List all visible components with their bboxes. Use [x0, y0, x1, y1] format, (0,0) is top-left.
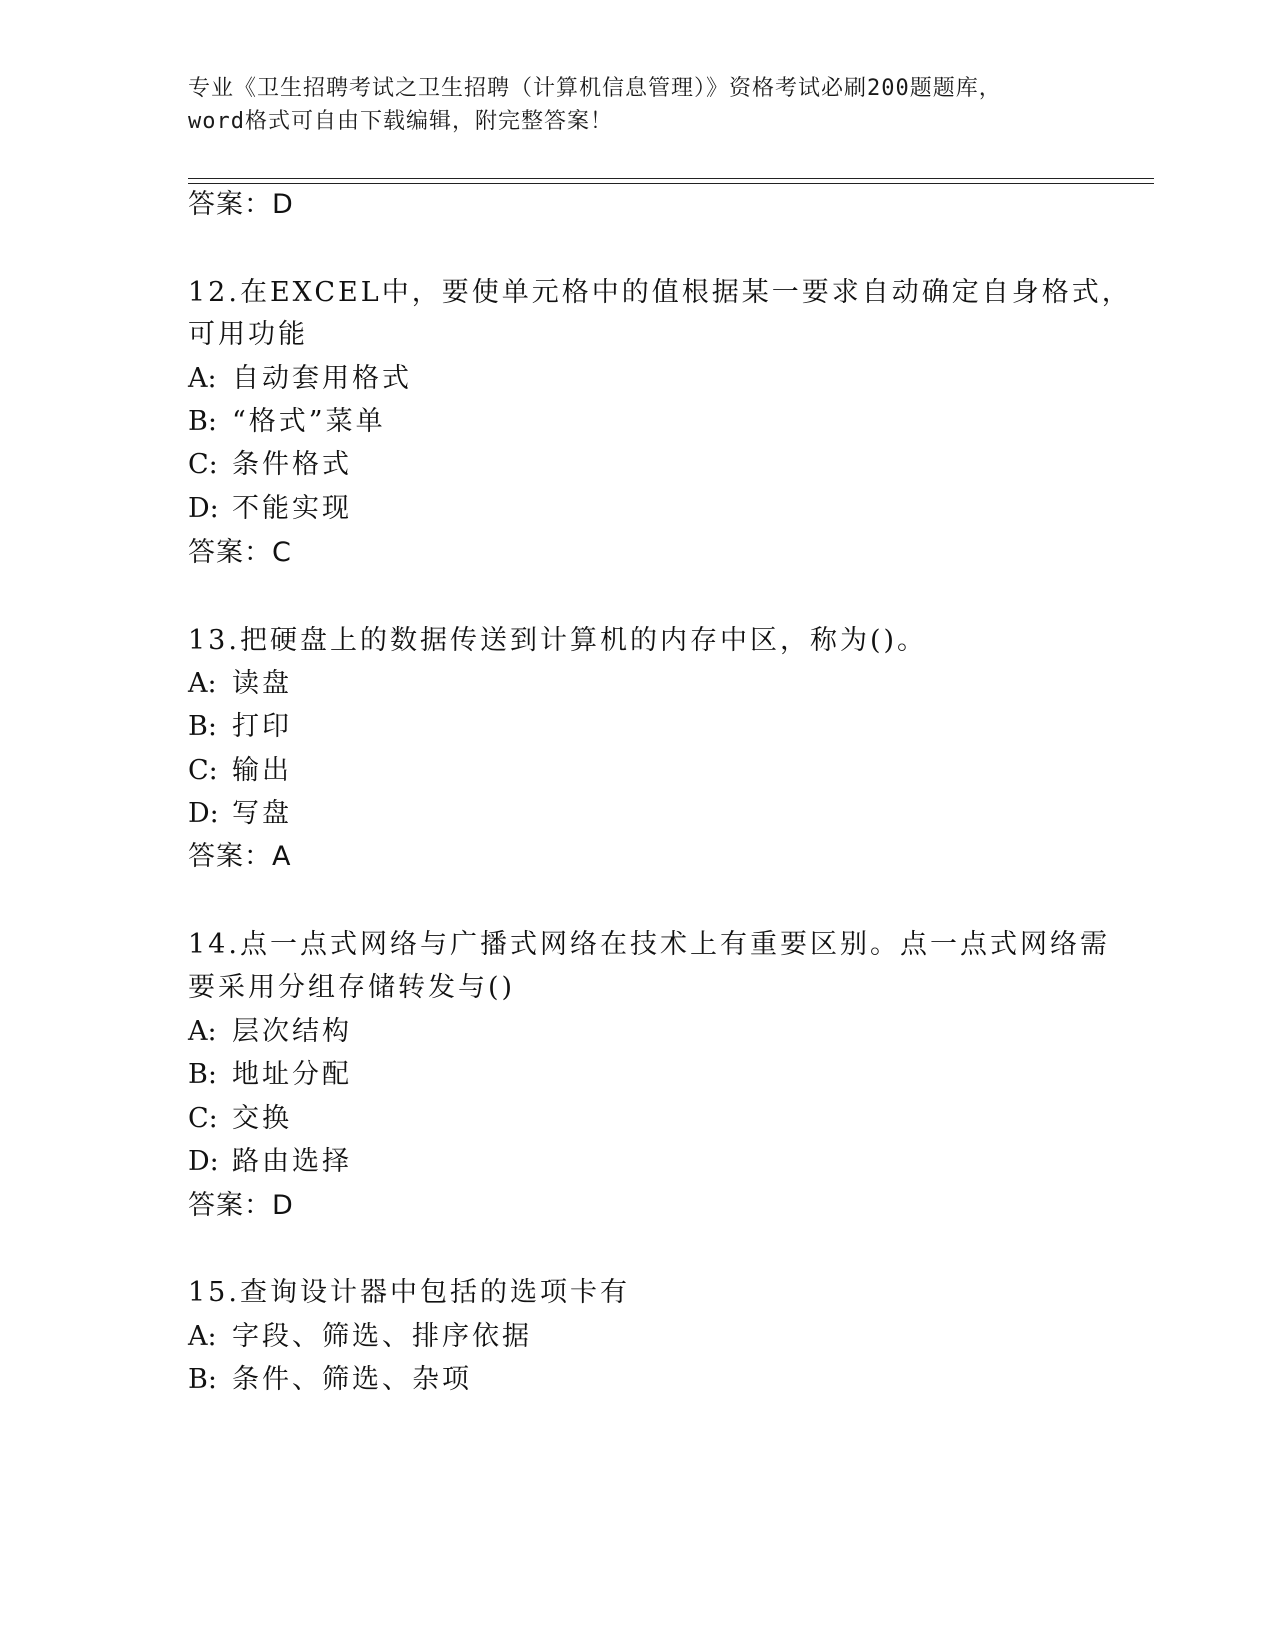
question-12-stem-line-1: 12.在EXCEL中，要使单元格中的值根据某一要求自动确定自身格式， [188, 277, 1132, 308]
header-line-1: 专业《卫生招聘考试之卫生招聘（计算机信息管理）》资格考试必刷200题题库， [188, 76, 1002, 101]
question-12-stem-line-2: 可用功能 [188, 319, 308, 350]
question-13-option-b [188, 710, 292, 744]
question-15-option-a [188, 1320, 532, 1354]
option-text: “格式”菜单 [232, 406, 386, 437]
option-label: D: [188, 1146, 219, 1177]
option-label: B: [188, 1364, 217, 1395]
question-14-stem-line-1: 14.点一点式网络与广播式网络在技术上有重要区别。点一点式网络需 [188, 929, 1110, 960]
option-text: 条件格式 [232, 449, 352, 480]
option-label: B: [188, 406, 217, 437]
question-12-option-b [188, 405, 386, 439]
question-13-option-d [188, 797, 292, 831]
option-text: 交换 [232, 1103, 292, 1134]
option-text: 不能实现 [232, 493, 352, 524]
question-14-option-b [188, 1058, 352, 1092]
answer-q13: 答案：A [188, 841, 292, 872]
question-13-option-a [188, 667, 292, 701]
option-text: 写盘 [232, 798, 292, 829]
question-15-option-b [188, 1363, 472, 1397]
question-12-option-d [188, 492, 352, 526]
option-label: D: [188, 798, 219, 829]
question-12-option-c [188, 448, 352, 482]
option-label: C: [188, 449, 218, 480]
header-divider-top [188, 178, 1154, 179]
question-12-option-a [188, 362, 412, 396]
option-text: 路由选择 [232, 1146, 352, 1177]
header-line-2: word格式可自由下载编辑，附完整答案！ [188, 109, 613, 134]
option-label: C: [188, 755, 218, 786]
question-13-stem-line-1: 13.把硬盘上的数据传送到计算机的内存中区，称为()。 [188, 625, 928, 656]
option-text: 条件、筛选、杂项 [232, 1364, 472, 1395]
answer-q11: 答案：D [188, 189, 294, 220]
question-14-option-a [188, 1015, 352, 1049]
option-text: 地址分配 [232, 1059, 352, 1090]
option-label: B: [188, 1059, 217, 1090]
question-13-option-c [188, 754, 292, 788]
option-text: 层次结构 [232, 1016, 352, 1047]
question-14-option-c [188, 1102, 292, 1136]
option-label: A: [188, 668, 217, 699]
option-label: C: [188, 1103, 218, 1134]
option-label: A: [188, 1016, 217, 1047]
option-label: D: [188, 493, 219, 524]
answer-q14: 答案：D [188, 1190, 294, 1221]
question-14-stem-line-2: 要采用分组存储转发与() [188, 972, 516, 1003]
option-text: 打印 [232, 711, 292, 742]
option-text: 字段、筛选、排序依据 [232, 1321, 532, 1352]
question-15-stem-line-1: 15.查询设计器中包括的选项卡有 [188, 1277, 630, 1308]
answer-q12: 答案：C [188, 537, 292, 568]
document-header [188, 72, 1088, 138]
question-14-option-d [188, 1145, 352, 1179]
option-label: B: [188, 711, 217, 742]
option-label: A: [188, 1321, 217, 1352]
option-text: 读盘 [232, 668, 292, 699]
option-label: A: [188, 363, 217, 394]
option-text: 自动套用格式 [232, 363, 412, 394]
option-text: 输出 [232, 755, 292, 786]
header-divider-bottom [188, 183, 1154, 184]
